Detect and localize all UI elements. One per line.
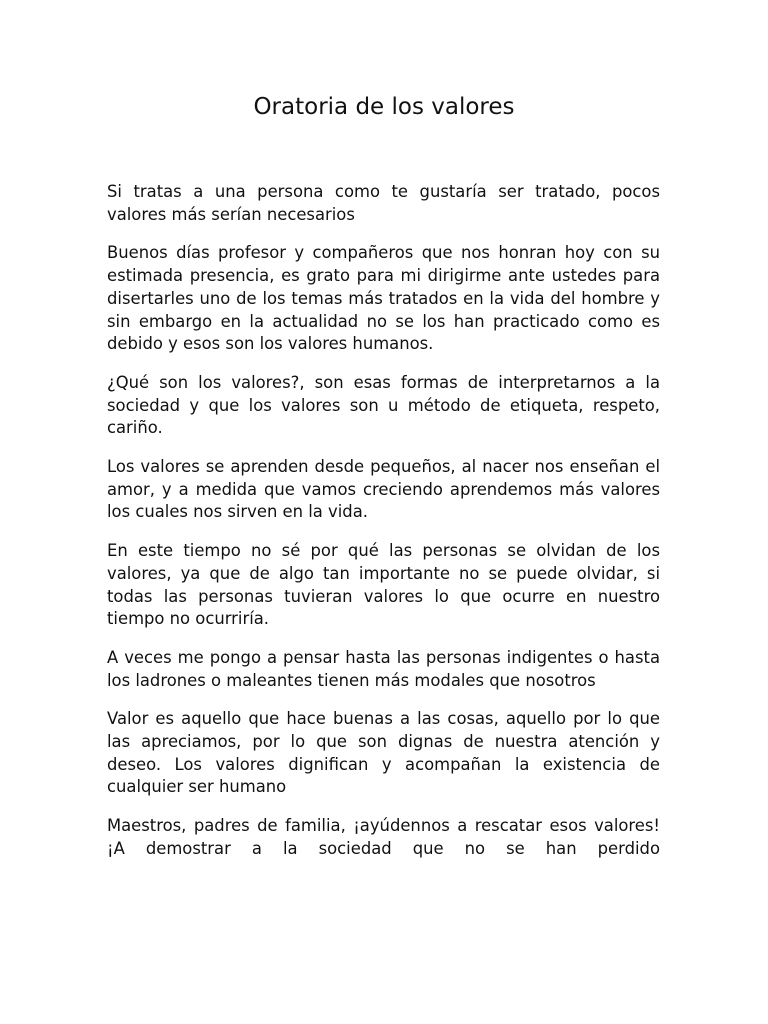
paragraph-1: Si tratas a una persona como te gustaría ser tratado, pocos valores más serían necesarios xyxy=(107,182,660,224)
paragraph-5: En este tiempo no sé por qué las personas se olvidan de los valores, ya que de algo tan importante no se puede olvidar, si todas las personas tuvieran valores lo que ocurre en nuestro tiempo no ocurriría. xyxy=(107,541,660,629)
document-body xyxy=(107,181,660,877)
paragraph-4: Los valores se aprenden desde pequeños, al nacer nos enseñan el amor, y a medida que vamos creciendo aprendemos más valores los cuales nos sirven en la vida. xyxy=(107,457,660,522)
document-title: Oratoria de los valores xyxy=(253,94,515,120)
paragraph-2: Buenos días profesor y compañeros que nos honran hoy con su estimada presencia, es grato para mi dirigirme ante ustedes para disertarles uno de los temas más tratados en la vida del hombre y sin embargo en la actualidad no se los han practicado como es debido y esos son los valores humanos. xyxy=(107,243,660,354)
paragraph-3: ¿Qué son los valores?, son esas formas de interpretarnos a la sociedad y que los valores son u método de etiqueta, respeto, cariño. xyxy=(107,372,660,438)
paragraph-6: A veces me pongo a pensar hasta las personas indigentes o hasta los ladrones o maleantes tienen más modales que nosotros xyxy=(107,647,660,690)
paragraph-8: Maestros, padres de familia, ¡ayúdennos a rescatar esos valores! ¡A demostrar a la sociedad que no se han perdido xyxy=(107,816,660,858)
paragraph-7: Valor es aquello que hace buenas a las cosas, aquello por lo que las apreciamos, por lo que son dignas de nuestra atención y deseo. Los valores dignifican y acompañan la existencia de cualquier ser humano xyxy=(107,709,660,797)
